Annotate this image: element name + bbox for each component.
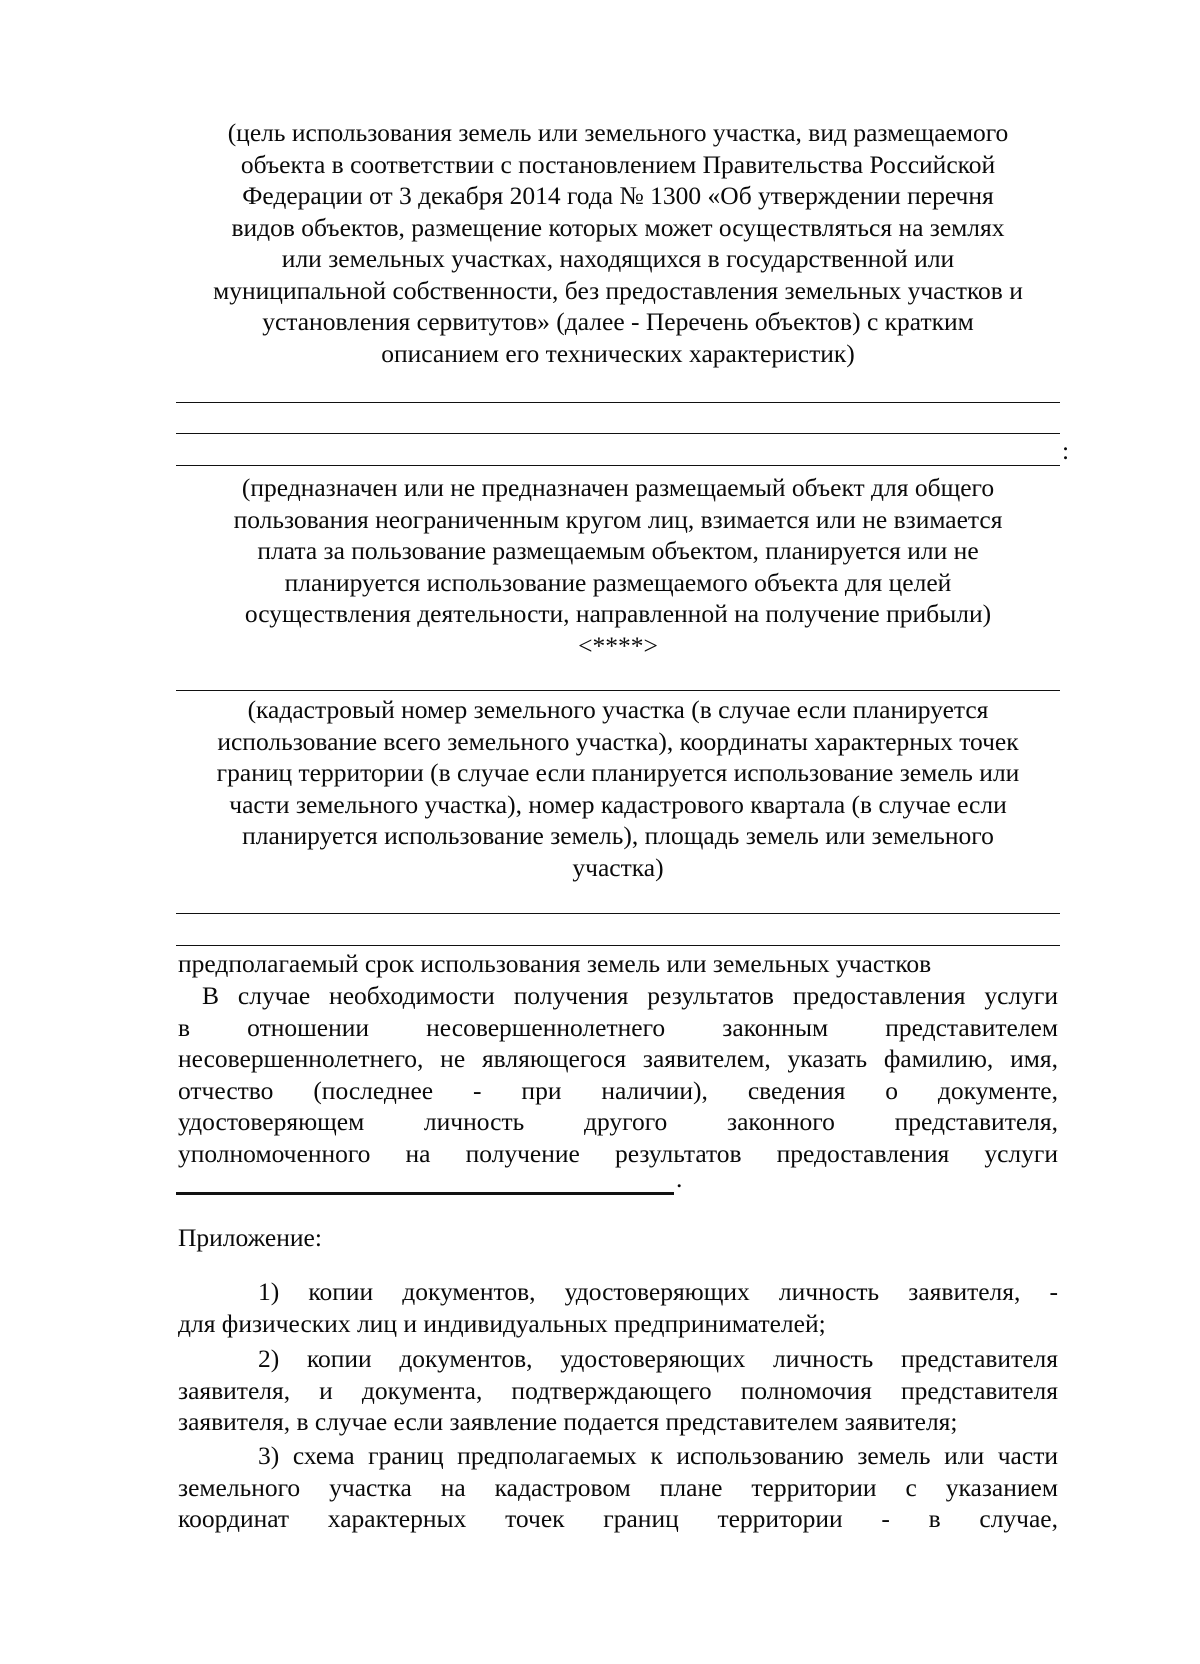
caption-line: установления сервитутов» (далее - Перечень объектов) с кратким xyxy=(262,307,974,336)
caption-line: участка) xyxy=(572,852,664,882)
attachment-line: 1) копии документов, удостоверяющих личность заявителя, - xyxy=(258,1277,1058,1306)
term-line: предполагаемый срок использования земель или земельных участков xyxy=(178,949,932,978)
attachment-heading xyxy=(178,1222,1058,1254)
fill-in-line xyxy=(176,402,1060,403)
attachment-line: координат характерных точек границ территории - в случае, xyxy=(178,1504,1058,1533)
caption-line: осуществления деятельности, направленной на получение прибыли) xyxy=(244,599,992,628)
fill-in-line xyxy=(176,690,1060,691)
caption-line: пользования неограниченным кругом лиц, взимается или не взимается xyxy=(233,504,1003,534)
term-of-use-label xyxy=(178,948,1058,980)
caption-line: планируется использование размещаемого объекта для целей xyxy=(284,567,952,597)
fill-in-line xyxy=(176,465,1060,466)
caption-line: использование всего земельного участка), координаты характерных точек xyxy=(217,726,1019,756)
attachment-line: для физических лиц и индивидуальных предпринимателей; xyxy=(178,1308,826,1338)
caption-line: части земельного участка), номер кадастрового квартала (в случае если xyxy=(229,789,1007,819)
caption-line: планируется использование земель), площадь земель или земельного xyxy=(242,821,994,850)
paragraph-line: отчество (последнее - при наличии), сведения о документе, xyxy=(178,1075,1058,1105)
caption-cadastral-info xyxy=(178,694,1058,883)
attachment-line: 3) схема границ предполагаемых к использованию земель или части xyxy=(258,1441,1058,1470)
fill-in-line xyxy=(176,1192,674,1195)
attachment-line: земельного участка на кадастровом плане территории с указанием xyxy=(178,1472,1058,1502)
caption-line: (кадастровый номер земельного участка (в случае если планируется xyxy=(247,695,989,724)
caption-line: видов объектов, размещение которых может осуществляться на землях xyxy=(231,212,1005,242)
attachment-line: заявителя, в случае если заявление подается представителем заявителя; xyxy=(178,1407,958,1436)
caption-line: (предназначен или не предназначен размещаемый объект для общего xyxy=(241,473,995,502)
caption-line: муниципальной собственности, без предоставления земельных участков и xyxy=(213,275,1023,305)
attachment-heading-text: Приложение: xyxy=(178,1223,322,1252)
attachment-line: 2) копии документов, удостоверяющих личность представителя xyxy=(258,1344,1058,1373)
fill-in-line xyxy=(176,945,1060,946)
caption-public-use xyxy=(178,472,1058,661)
colon-mark: : xyxy=(1062,436,1070,465)
attachment-line: заявителя, и документа, подтверждающего полномочия представителя xyxy=(178,1375,1058,1405)
period-mark: . xyxy=(676,1164,683,1193)
footnote-marker: <****> xyxy=(578,630,658,660)
fill-in-line xyxy=(176,913,1060,914)
paragraph-line: несовершеннолетнего, не являющегося заявителем, указать фамилию, имя, xyxy=(178,1044,1058,1073)
caption-line: (цель использования земель или земельного участка, вид размещаемого xyxy=(227,118,1009,147)
paragraph-line: удостоверяющем личность другого законного представителя, xyxy=(178,1107,1058,1136)
paragraph-line: В случае необходимости получения результатов предоставления услуги xyxy=(202,981,1058,1010)
paragraph-line: в отношении несовершеннолетнего законным представителем xyxy=(178,1012,1058,1042)
attachment-item-1 xyxy=(178,1276,1058,1339)
caption-line: объекта в соответствии с постановлением Правительства Российской xyxy=(240,149,996,179)
attachment-item-3 xyxy=(178,1440,1058,1535)
caption-line: описанием его технических характеристик) xyxy=(381,338,855,368)
attachment-item-2 xyxy=(178,1343,1058,1438)
fill-in-line xyxy=(176,433,1060,434)
caption-land-use-purpose xyxy=(178,117,1058,369)
minor-representative-paragraph xyxy=(178,980,1058,1169)
caption-line: границ территории (в случае если планируется использование земель или xyxy=(216,758,1020,787)
caption-line: Федерации от 3 декабря 2014 года № 1300 «Об утверждении перечня xyxy=(242,181,994,210)
caption-line: или земельных участках, находящихся в государственной или xyxy=(281,244,955,273)
paragraph-line: уполномоченного на получение результатов предоставления услуги xyxy=(178,1138,1058,1168)
caption-line: плата за пользование размещаемым объектом, планируется или не xyxy=(257,536,979,565)
